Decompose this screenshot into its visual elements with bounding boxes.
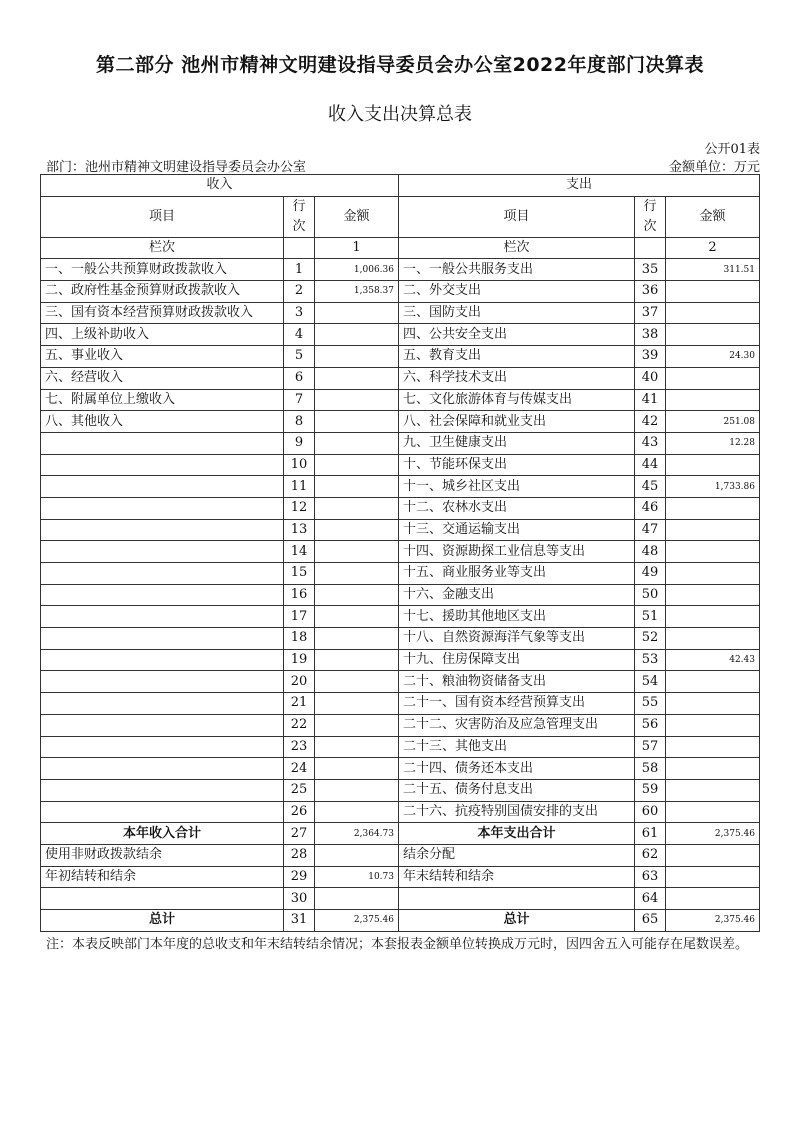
table-row	[41, 736, 760, 758]
table-row	[41, 779, 760, 801]
income-amount-cell	[315, 671, 399, 693]
expense-item-cell: 二十五、债务付息支出	[399, 779, 635, 801]
expense-item-cell: 十五、商业服务业等支出	[399, 563, 635, 585]
table-row	[41, 367, 760, 389]
income-row-no-cell: 19	[284, 649, 315, 671]
expense-row-no-cell: 45	[635, 476, 666, 498]
table-row	[41, 823, 760, 845]
expense-row-no-cell: 46	[635, 497, 666, 519]
expense-item-header: 项目	[399, 196, 635, 237]
expense-row-no-cell: 40	[635, 367, 666, 389]
expense-row-no-cell: 58	[635, 758, 666, 780]
income-item-cell: 使用非财政拨款结余	[41, 844, 284, 866]
table-row	[41, 584, 760, 606]
expense-item-cell: 二、外交支出	[399, 281, 635, 303]
income-item-cell	[41, 888, 284, 910]
expense-amount-cell	[666, 888, 760, 910]
income-amount-cell	[315, 497, 399, 519]
column-index-row	[41, 237, 760, 259]
income-item-cell	[41, 606, 284, 628]
income-item-cell	[41, 628, 284, 650]
income-row-no-cell: 25	[284, 779, 315, 801]
income-header: 收入	[41, 175, 399, 197]
column-header-row	[41, 196, 760, 237]
table-row	[41, 454, 760, 476]
income-item-cell	[41, 714, 284, 736]
expense-amount-cell	[666, 671, 760, 693]
table-row	[41, 476, 760, 498]
expense-item-cell: 三、国防支出	[399, 302, 635, 324]
income-item-cell: 年初结转和结余	[41, 866, 284, 888]
income-row-no-cell: 14	[284, 541, 315, 563]
expense-item-cell: 年末结转和结余	[399, 866, 635, 888]
table-row	[41, 628, 760, 650]
income-amount-cell	[315, 584, 399, 606]
income-row-no-cell: 10	[284, 454, 315, 476]
income-row-no-cell: 28	[284, 844, 315, 866]
expense-row-no-header: 行 次	[635, 196, 666, 237]
income-amount-cell	[315, 302, 399, 324]
expense-amount-cell	[666, 628, 760, 650]
income-item-cell: 本年收入合计	[41, 823, 284, 845]
income-item-cell	[41, 801, 284, 823]
page-title: 第二部分 池州市精神文明建设指导委员会办公室2022年度部门决算表	[96, 54, 704, 76]
table-row	[41, 563, 760, 585]
section-header-row	[41, 175, 760, 197]
income-row-no-cell: 23	[284, 736, 315, 758]
expense-row-no-cell: 44	[635, 454, 666, 476]
income-item-cell: 三、国有资本经营预算财政拨款收入	[41, 302, 284, 324]
income-item-cell: 八、其他收入	[41, 411, 284, 433]
income-amount-cell: 2,364.73	[315, 823, 399, 845]
expense-amount-cell	[666, 389, 760, 411]
income-item-cell	[41, 584, 284, 606]
expense-row-no-cell: 42	[635, 411, 666, 433]
expense-amount-cell	[666, 541, 760, 563]
expense-row-no-cell: 61	[635, 823, 666, 845]
expense-amount-cell	[666, 714, 760, 736]
income-row-no-cell: 16	[284, 584, 315, 606]
expense-row-no-cell: 65	[635, 910, 666, 932]
expense-amount-cell	[666, 563, 760, 585]
income-row-no-cell: 2	[284, 281, 315, 303]
income-amount-cell	[315, 714, 399, 736]
expense-amount-cell: 251.08	[666, 411, 760, 433]
table-row	[41, 844, 760, 866]
income-item-cell	[41, 476, 284, 498]
table-row	[41, 411, 760, 433]
expense-item-cell	[399, 888, 635, 910]
table-row	[41, 866, 760, 888]
expense-row-no-cell: 62	[635, 844, 666, 866]
income-row-no-cell: 7	[284, 389, 315, 411]
income-item-cell	[41, 432, 284, 454]
expense-amount-cell	[666, 758, 760, 780]
expense-amount-cell: 12.28	[666, 432, 760, 454]
income-item-cell	[41, 649, 284, 671]
expense-item-cell: 十二、农林水支出	[399, 497, 635, 519]
expense-row-no-cell: 49	[635, 563, 666, 585]
expense-amount-cell	[666, 866, 760, 888]
income-amount-cell	[315, 801, 399, 823]
expense-row-no-cell: 38	[635, 324, 666, 346]
income-row-no-cell: 31	[284, 910, 315, 932]
table-row	[41, 541, 760, 563]
income-amount-cell	[315, 476, 399, 498]
table-row	[41, 606, 760, 628]
income-amount-cell	[315, 693, 399, 715]
income-item-cell	[41, 671, 284, 693]
income-col-label: 栏次	[41, 237, 284, 259]
income-amount-cell: 1,006.36	[315, 259, 399, 281]
expense-amount-cell	[666, 454, 760, 476]
income-row-no-cell: 11	[284, 476, 315, 498]
table-row	[41, 888, 760, 910]
income-row-no-cell: 9	[284, 432, 315, 454]
income-amount-cell	[315, 606, 399, 628]
income-item-cell	[41, 454, 284, 476]
income-amount-cell	[315, 346, 399, 368]
expense-col-label: 栏次	[399, 237, 635, 259]
expense-amount-cell	[666, 693, 760, 715]
table-row	[41, 693, 760, 715]
department-label: 部门：池州市精神文明建设指导委员会办公室	[46, 160, 307, 175]
table-row	[41, 302, 760, 324]
income-item-cell	[41, 693, 284, 715]
expense-amount-cell	[666, 779, 760, 801]
income-expense-table	[40, 174, 760, 932]
table-subtitle: 收入支出决算总表	[328, 104, 472, 125]
expense-header: 支出	[399, 175, 760, 197]
table-row	[41, 389, 760, 411]
expense-row-no-cell: 60	[635, 801, 666, 823]
income-amount-cell	[315, 389, 399, 411]
expense-amount-cell: 24.30	[666, 346, 760, 368]
income-item-cell: 五、事业收入	[41, 346, 284, 368]
expense-amount-header: 金额	[666, 196, 760, 237]
income-amount-cell: 2,375.46	[315, 910, 399, 932]
income-row-no-cell: 12	[284, 497, 315, 519]
expense-row-no-cell: 54	[635, 671, 666, 693]
table-row	[41, 801, 760, 823]
expense-row-no-cell: 39	[635, 346, 666, 368]
expense-col-number: 2	[666, 237, 760, 259]
table-row	[41, 432, 760, 454]
expense-item-cell: 九、卫生健康支出	[399, 432, 635, 454]
income-row-no-cell: 24	[284, 758, 315, 780]
income-amount-cell	[315, 519, 399, 541]
income-amount-cell: 1,358.37	[315, 281, 399, 303]
income-amount-cell	[315, 563, 399, 585]
expense-item-cell: 二十、粮油物资储备支出	[399, 671, 635, 693]
expense-amount-cell: 2,375.46	[666, 823, 760, 845]
expense-item-cell: 十四、资源勘探工业信息等支出	[399, 541, 635, 563]
income-row-no-cell: 8	[284, 411, 315, 433]
expense-item-cell: 二十四、债务还本支出	[399, 758, 635, 780]
income-row-no-cell: 5	[284, 346, 315, 368]
income-amount-cell	[315, 454, 399, 476]
income-item-cell: 二、政府性基金预算财政拨款收入	[41, 281, 284, 303]
income-item-cell	[41, 497, 284, 519]
income-row-no-cell: 4	[284, 324, 315, 346]
expense-amount-cell	[666, 367, 760, 389]
expense-item-cell: 二十二、灾害防治及应急管理支出	[399, 714, 635, 736]
expense-amount-cell	[666, 801, 760, 823]
expense-item-cell: 八、社会保障和就业支出	[399, 411, 635, 433]
income-row-no-cell: 20	[284, 671, 315, 693]
expense-row-no-cell: 43	[635, 432, 666, 454]
income-item-cell: 六、经营收入	[41, 367, 284, 389]
expense-amount-cell	[666, 736, 760, 758]
expense-item-cell: 十三、交通运输支出	[399, 519, 635, 541]
expense-row-no-cell: 59	[635, 779, 666, 801]
income-amount-cell	[315, 541, 399, 563]
income-row-no-cell: 21	[284, 693, 315, 715]
income-col-blank	[284, 237, 315, 259]
expense-item-cell: 二十六、抗疫特别国债安排的支出	[399, 801, 635, 823]
expense-item-cell: 本年支出合计	[399, 823, 635, 845]
table-row	[41, 346, 760, 368]
expense-row-no-cell: 48	[635, 541, 666, 563]
income-row-no-cell: 3	[284, 302, 315, 324]
expense-row-no-cell: 52	[635, 628, 666, 650]
expense-amount-cell	[666, 302, 760, 324]
income-amount-cell	[315, 367, 399, 389]
expense-row-no-cell: 37	[635, 302, 666, 324]
income-amount-cell	[315, 432, 399, 454]
expense-item-cell: 十七、援助其他地区支出	[399, 606, 635, 628]
income-amount-cell	[315, 324, 399, 346]
amount-unit-label: 金额单位：万元	[668, 160, 760, 175]
income-item-cell	[41, 736, 284, 758]
table-row	[41, 259, 760, 281]
expense-amount-cell: 2,375.46	[666, 910, 760, 932]
income-amount-cell	[315, 779, 399, 801]
expense-row-no-cell: 55	[635, 693, 666, 715]
table-row	[41, 324, 760, 346]
income-item-cell	[41, 779, 284, 801]
expense-row-no-cell: 53	[635, 649, 666, 671]
expense-item-cell: 二十一、国有资本经营预算支出	[399, 693, 635, 715]
income-row-no-cell: 22	[284, 714, 315, 736]
table-code: 公开01表	[704, 142, 760, 157]
income-item-cell	[41, 758, 284, 780]
income-amount-header: 金额	[315, 196, 399, 237]
table-row	[41, 497, 760, 519]
table-row	[41, 519, 760, 541]
income-amount-cell: 10.73	[315, 866, 399, 888]
income-item-cell: 一、一般公共预算财政拨款收入	[41, 259, 284, 281]
table-row	[41, 910, 760, 932]
expense-amount-cell	[666, 497, 760, 519]
income-row-no-cell: 26	[284, 801, 315, 823]
expense-item-cell: 五、教育支出	[399, 346, 635, 368]
expense-row-no-cell: 57	[635, 736, 666, 758]
table-note: 注：本表反映部门本年度的总收支和年末结转结余情况；本套报表金额单位转换成万元时，因四舍五入可能存在尾数误差。	[46, 937, 749, 952]
expense-row-no-cell: 50	[635, 584, 666, 606]
expense-item-cell: 四、公共安全支出	[399, 324, 635, 346]
expense-col-blank	[635, 237, 666, 259]
expense-amount-cell: 1,733.86	[666, 476, 760, 498]
table-row	[41, 281, 760, 303]
income-amount-cell	[315, 888, 399, 910]
expense-row-no-cell: 64	[635, 888, 666, 910]
expense-row-no-cell: 35	[635, 259, 666, 281]
income-amount-cell	[315, 649, 399, 671]
expense-amount-cell	[666, 606, 760, 628]
income-row-no-cell: 27	[284, 823, 315, 845]
income-amount-cell	[315, 844, 399, 866]
expense-item-cell: 六、科学技术支出	[399, 367, 635, 389]
expense-item-cell: 十、节能环保支出	[399, 454, 635, 476]
income-amount-cell	[315, 411, 399, 433]
expense-row-no-cell: 56	[635, 714, 666, 736]
table-row	[41, 758, 760, 780]
income-item-header: 项目	[41, 196, 284, 237]
expense-item-cell: 总计	[399, 910, 635, 932]
income-amount-cell	[315, 628, 399, 650]
income-row-no-cell: 6	[284, 367, 315, 389]
expense-amount-cell	[666, 519, 760, 541]
income-item-cell: 总计	[41, 910, 284, 932]
income-amount-cell	[315, 758, 399, 780]
expense-row-no-cell: 47	[635, 519, 666, 541]
table-row	[41, 671, 760, 693]
income-item-cell: 七、附属单位上缴收入	[41, 389, 284, 411]
expense-item-cell: 十八、自然资源海洋气象等支出	[399, 628, 635, 650]
expense-item-cell: 结余分配	[399, 844, 635, 866]
income-row-no-cell: 13	[284, 519, 315, 541]
income-item-cell: 四、上级补助收入	[41, 324, 284, 346]
income-row-no-cell: 18	[284, 628, 315, 650]
expense-row-no-cell: 41	[635, 389, 666, 411]
expense-amount-cell	[666, 584, 760, 606]
income-row-no-cell: 15	[284, 563, 315, 585]
expense-amount-cell	[666, 324, 760, 346]
income-row-no-cell: 30	[284, 888, 315, 910]
expense-amount-cell	[666, 281, 760, 303]
income-row-no-cell: 1	[284, 259, 315, 281]
income-item-cell	[41, 519, 284, 541]
expense-item-cell: 十六、金融支出	[399, 584, 635, 606]
expense-item-cell: 七、文化旅游体育与传媒支出	[399, 389, 635, 411]
expense-item-cell: 二十三、其他支出	[399, 736, 635, 758]
table-row	[41, 649, 760, 671]
income-item-cell	[41, 541, 284, 563]
income-col-number: 1	[315, 237, 399, 259]
expense-item-cell: 十九、住房保障支出	[399, 649, 635, 671]
income-amount-cell	[315, 736, 399, 758]
income-item-cell	[41, 563, 284, 585]
income-row-no-header: 行 次	[284, 196, 315, 237]
expense-amount-cell: 311.51	[666, 259, 760, 281]
expense-row-no-cell: 51	[635, 606, 666, 628]
table-row	[41, 714, 760, 736]
expense-item-cell: 一、一般公共服务支出	[399, 259, 635, 281]
expense-amount-cell	[666, 844, 760, 866]
income-row-no-cell: 29	[284, 866, 315, 888]
expense-amount-cell: 42.43	[666, 649, 760, 671]
expense-row-no-cell: 63	[635, 866, 666, 888]
expense-row-no-cell: 36	[635, 281, 666, 303]
expense-item-cell: 十一、城乡社区支出	[399, 476, 635, 498]
income-row-no-cell: 17	[284, 606, 315, 628]
